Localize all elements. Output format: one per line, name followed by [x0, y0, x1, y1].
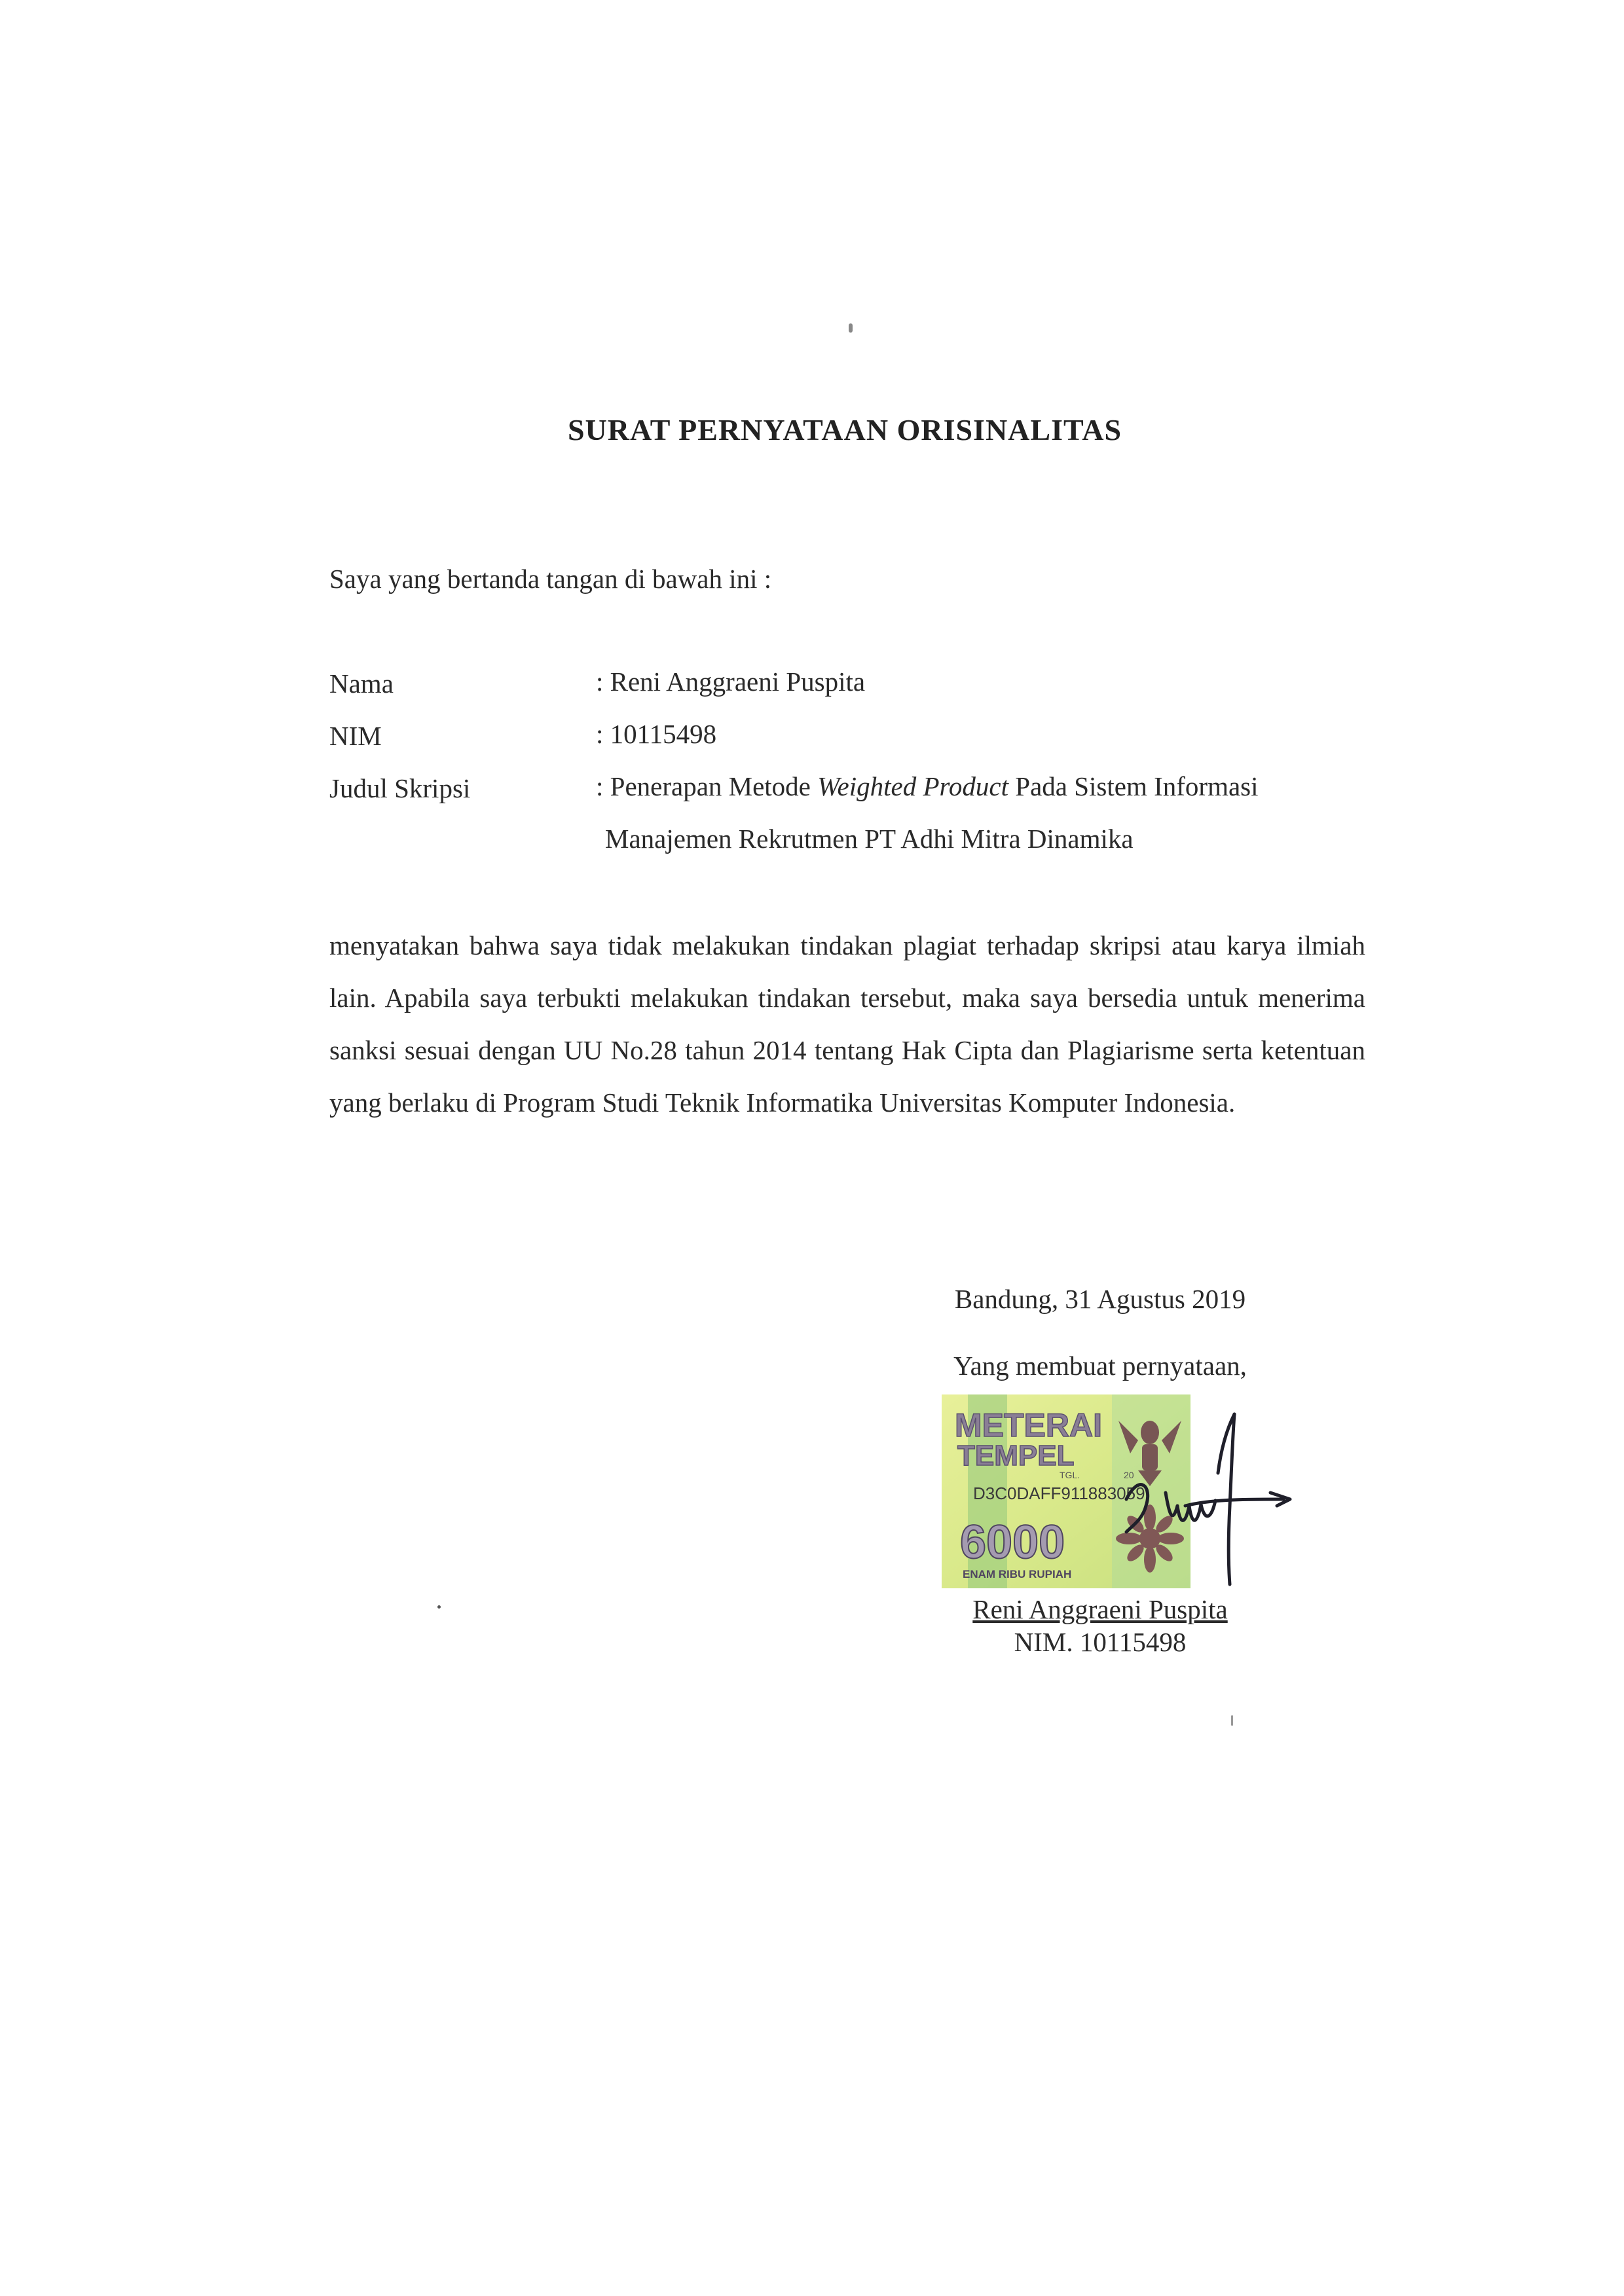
intro-text: Saya yang bertanda tangan di bawah ini :	[329, 564, 772, 594]
field-value-judul-line2: Manajemen Rekrutmen PT Adhi Mitra Dinamika	[605, 824, 1134, 854]
field-label-nim: NIM	[329, 721, 382, 751]
scan-speck	[849, 323, 853, 333]
field-value-judul	[596, 761, 1369, 812]
stamp-line1: METERAI	[955, 1407, 1102, 1444]
stamp-value-text: ENAM RIBU RUPIAH	[963, 1568, 1072, 1580]
maker-label: Yang membuat pernyataan,	[953, 1351, 1247, 1381]
statement-paragraph: menyatakan bahwa saya tidak melakukan tindakan plagiat terhadap skripsi atau karya ilmiah lain. Apabila saya terbukti melakukan tindakan tersebut, maka saya bersedia untuk menerima sanksi sesuai dengan UU No.28 tahun 2014 tentang Hak Cipta dan Plagiarisme serta ketentuan yang berlaku di Program Studi Teknik Informatika Universitas Komputer Indonesia.	[329, 930, 1365, 1118]
field-label-nama: Nama	[329, 668, 394, 699]
stamp-line2: TEMPEL	[957, 1440, 1075, 1472]
field-value-nim: : 10115498	[596, 719, 717, 749]
field-label-judul: Judul Skripsi	[329, 773, 471, 803]
judul-italic: Weighted Product	[817, 771, 1009, 801]
stamp-serial: D3C0DAFF911883059	[973, 1484, 1145, 1503]
stamp-tgl: TGL.	[1060, 1470, 1080, 1480]
place-date: Bandung, 31 Agustus 2019	[954, 1284, 1246, 1314]
scan-speck	[437, 1605, 441, 1609]
signer-nim: NIM. 10115498	[1014, 1627, 1187, 1657]
field-value-nama: : Reni Anggraeni Puspita	[596, 666, 866, 697]
judul-suffix: Pada Sistem Informasi	[1008, 771, 1259, 801]
document-title: SURAT PERNYATAAN ORISINALITAS	[567, 413, 1122, 446]
stamp-value: 6000	[960, 1516, 1065, 1569]
signer-name: Reni Anggraeni Puspita	[972, 1594, 1228, 1624]
judul-prefix: : Penerapan Metode	[596, 771, 818, 801]
scan-speck	[1231, 1715, 1233, 1726]
handwritten-signature	[1087, 1401, 1303, 1597]
stamp-year: 20	[1124, 1470, 1134, 1480]
